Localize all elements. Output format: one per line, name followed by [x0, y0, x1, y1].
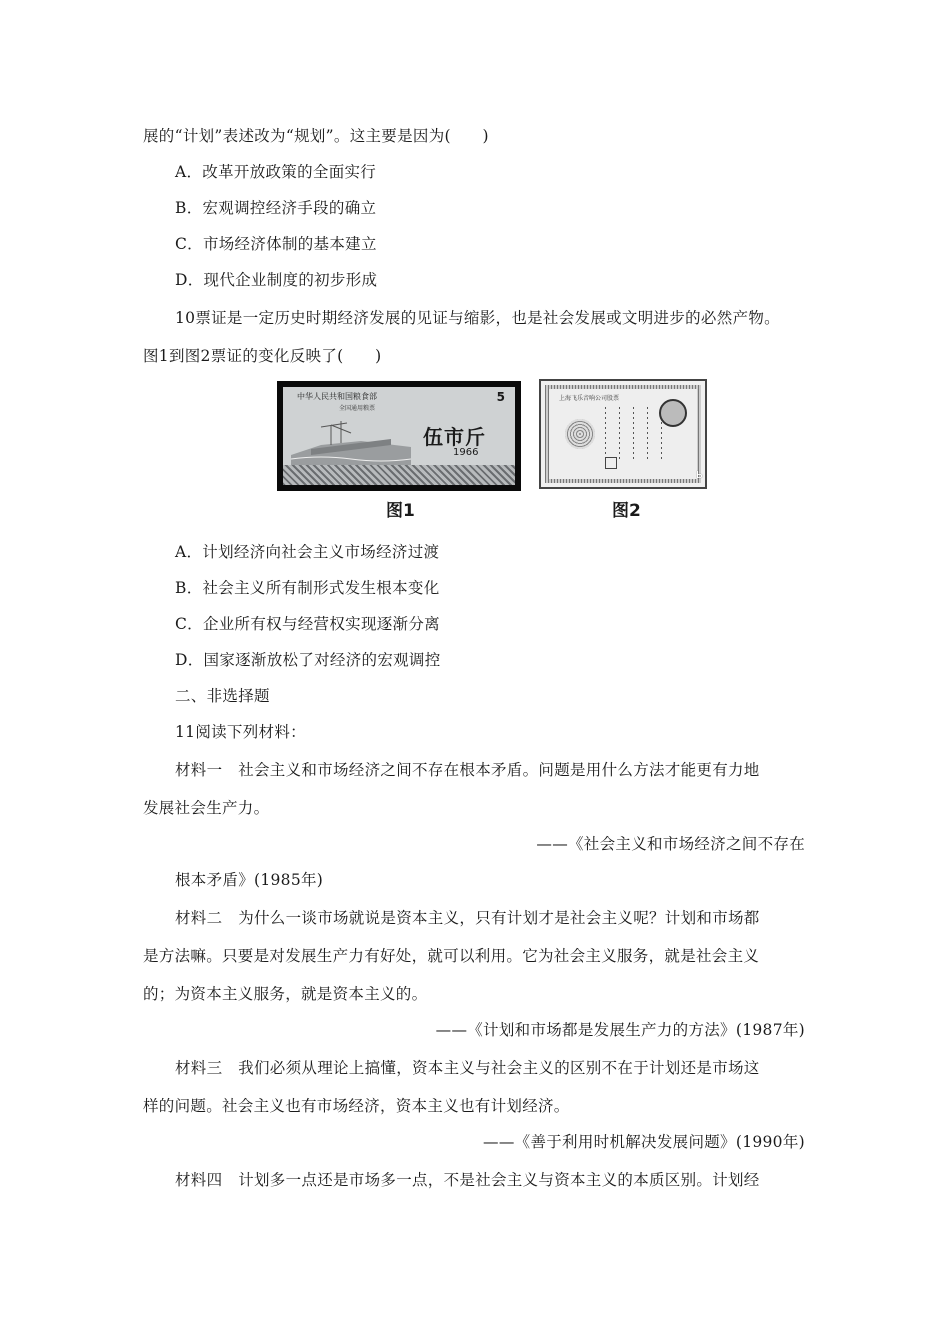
material2-line1: 材料二 为什么一谈市场就说是资本主义，只有计划才是社会主义呢？计划和市场都	[175, 909, 760, 927]
certificate-text-column	[647, 407, 648, 459]
certificate-text-column	[619, 407, 620, 459]
q9-stem: 展的“计划”表述改为“规划”。这主要是因为( )	[143, 127, 489, 145]
material1-source-line2: 根本矛盾》(1985年)	[175, 871, 324, 889]
dam-illustration	[291, 415, 411, 465]
certificate-text-column	[633, 407, 634, 459]
q10-stem-line1: 10票证是一定历史时期经济发展的见证与缩影，也是社会发展或文明进步的必然产物。	[175, 309, 780, 327]
q9-option-a[interactable]: A．改革开放政策的全面实行	[175, 163, 377, 181]
ticket1-header: 中华人民共和国粮食部	[297, 392, 377, 401]
ticket1-subheader: 全国通用粮票	[339, 405, 376, 412]
material2-source: ——《计划和市场都是发展生产力的方法》(1987年)	[435, 1021, 805, 1039]
q10-option-c[interactable]: C．企业所有权与经营权实现逐渐分离	[175, 615, 440, 633]
certificate-stamp	[605, 457, 617, 469]
material2-line2: 是方法嘛。只要是对发展生产力有好处，就可以利用。它为社会主义服务，就是社会主义	[143, 947, 760, 965]
material2-line3: 的；为资本主义服务，就是资本主义的。	[143, 985, 428, 1003]
material1-line2: 发展社会生产力。	[143, 799, 270, 817]
q11-intro: 11阅读下列材料：	[175, 723, 306, 741]
q9-option-c[interactable]: C．市场经济体制的基本建立	[175, 235, 377, 253]
certificate-rosette	[565, 419, 595, 449]
certificate-paper	[549, 389, 697, 479]
watermark: ь	[695, 467, 703, 481]
material3-source: ——《善于利用时机解决发展问题》(1990年)	[483, 1133, 805, 1151]
material3-line1: 材料三 我们必须从理论上搞懂，资本主义与社会主义的区别不在于计划还是市场这	[175, 1059, 760, 1077]
section-title: 二、非选择题	[175, 687, 270, 705]
q10-option-d[interactable]: D．国家逐渐放松了对经济的宏观调控	[175, 651, 441, 669]
q9-option-b[interactable]: B．宏观调控经济手段的确立	[175, 199, 377, 217]
figure1-caption: 图1	[386, 501, 415, 521]
material4-line1: 材料四 计划多一点还是市场多一点，不是社会主义与资本主义的本质区别。计划经	[175, 1171, 760, 1189]
certificate-text-column	[605, 407, 606, 459]
figure2-stock-certificate	[539, 379, 707, 489]
certificate-seal	[659, 399, 687, 427]
q10-option-a[interactable]: A．计划经济向社会主义市场经济过渡	[175, 543, 440, 561]
ticket1-denomination: 伍市斤	[423, 425, 486, 449]
figure2-caption: 图2	[612, 501, 641, 521]
material1-line1: 材料一 社会主义和市场经济之间不存在根本矛盾。问题是用什么方法才能更有力地	[175, 761, 760, 779]
material1-source-line1: ——《社会主义和市场经济之间不存在	[536, 835, 805, 853]
ticket1-year: 1966	[453, 447, 479, 458]
q10-option-b[interactable]: B．社会主义所有制形式发生根本变化	[175, 579, 440, 597]
figure1-grain-ticket	[277, 381, 521, 491]
q9-option-d[interactable]: D．现代企业制度的初步形成	[175, 271, 378, 289]
certificate-header: 上海飞乐音响公司股票	[559, 395, 620, 402]
material3-line2: 样的问题。社会主义也有市场经济，资本主义也有计划经济。	[143, 1097, 570, 1115]
q10-stem-line2: 图1到图2票证的变化反映了( )	[143, 347, 382, 365]
ticket1-number: 5	[496, 390, 505, 404]
ticket1-pattern-band	[283, 465, 515, 485]
